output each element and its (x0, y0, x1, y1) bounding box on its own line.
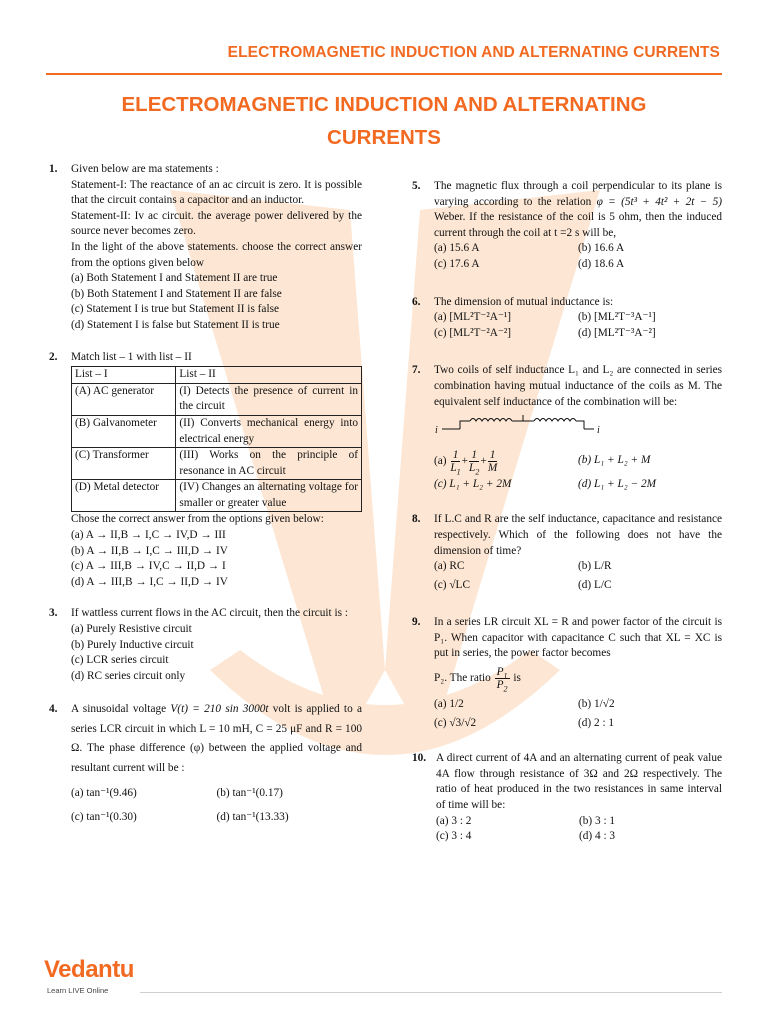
option-d: (d) A → III,B → I,C → II,D → IV (71, 575, 228, 588)
option-a: (a) $\frac{1}{L_1}$ + $\frac{1}{L_2}$ + $\frac{1}{M}$ (434, 448, 498, 476)
page-title: ELECTROMAGNETIC INDUCTION AND ALTERNATING CURRENTS (121, 93, 647, 149)
option-a: (a) [ML²T⁻²A⁻¹] (434, 311, 511, 324)
option-a: (a) Both Statement I and Statement II are true (71, 272, 278, 285)
question-stem: Two coils of self inductance L₁ and L₂ are connected in series combination having mutual inductance of the coils as M. The equivalent self inductance of the combination will be: (434, 364, 722, 408)
match-table (71, 366, 362, 512)
option-c: (c) √LC (434, 578, 470, 591)
flux-formula: φ = (5t³ + 4t² + 2t − 5) (596, 195, 722, 208)
voltage-formula: V(t) = 210 sin 3000t (170, 703, 269, 716)
option-d: (d) L/C (578, 578, 612, 591)
current-label: i (435, 425, 438, 437)
options-row (436, 814, 722, 830)
option-b: (b) [ML²T⁻³A⁻¹] (578, 311, 656, 324)
table-header: List – I (72, 367, 176, 384)
options-row (434, 257, 722, 273)
option-c: (c) 3 : 4 (436, 830, 472, 843)
option-b: (b) 16.6 A (578, 242, 625, 255)
header-divider (46, 73, 722, 75)
question-8: 8. If L.C and R are the self inductance, capacitance and resistance respectively. Which of the following does not have the dimension of time? (a) RC (b) L/R (c) √LC (d) L/C (412, 512, 722, 593)
option-a: (a) 3 : 2 (436, 814, 472, 827)
option-d: (d) L₁ + L₂ − 2M (578, 477, 657, 490)
option-b: (b) 3 : 1 (579, 814, 616, 827)
option-a: (a) 15.6 A (434, 242, 480, 255)
option-c: (c) √3/√2 (434, 716, 477, 729)
option-c: (c) Statement I is true but Statement II is false (71, 303, 279, 316)
options-row (434, 716, 722, 732)
question-stem: If wattless current flows in the AC circuit, then the circuit is : (71, 607, 349, 620)
option-b: (b) L₁ + L₂ + M (578, 454, 651, 467)
question-stem: If L.C and R are the self inductance, capacitance and resistance respectively. Which of the following does not have the dimension of time? (434, 513, 722, 557)
option-a: (a) RC (434, 560, 465, 573)
option-c: (c) tan⁻¹(0.30) (71, 810, 137, 823)
question-stem: A direct current of 4A and an alternating current of peak value 4A flow through resistance of 3Ω and 2Ω respectively. The ratio of heat produced in the two resistances in same interval of time will be: (436, 752, 722, 812)
options-row (434, 310, 722, 326)
option-a: (a) Purely Resistive circuit (71, 623, 192, 636)
question-stem: Match list – 1 with list – II (71, 350, 192, 363)
options-row (434, 559, 722, 575)
current-label: i (597, 425, 600, 437)
options-row (434, 477, 722, 493)
option-b: (b) Purely Inductive circuit (71, 638, 194, 651)
question-10: 10. A direct current of 4A and an alternating current of peak value 4A flow through resistance of 3Ω and 2Ω respectively. The ratio of heat produced in the two resistances in same interval of time will be: (a) 3 : 2 (b) 3 : 1 (c) 3 : 4 (d) 4 : 3 (412, 751, 722, 845)
options-row (434, 241, 722, 257)
option-d: (d) 2 : 1 (578, 716, 615, 729)
option-d: (d) [ML²T⁻³A⁻²] (578, 326, 656, 339)
right-column (412, 179, 722, 861)
option-b: (b) A → II,B → I,C → III,D → IV (71, 544, 228, 557)
footer-divider (140, 992, 722, 993)
fraction: $\frac{1}{L_1}$ (450, 448, 461, 476)
options-row (436, 829, 722, 845)
option-c: (c) L₁ + L₂ + 2M (434, 477, 512, 490)
option-d: (d) tan⁻¹(13.33) (216, 810, 289, 823)
option-b: (b) 1/√2 (578, 698, 615, 711)
question-stem: A sinusoidal voltage V(t) = 210 sin 3000t volt is applied to a series LCR circuit in which L = 10 mH, C = 25 μF and R = 100 Ω. The phase difference (φ) between the applied voltage and resultant current will be : (71, 703, 362, 774)
fraction: $\frac{1}{L_2}$ (469, 448, 480, 476)
question-stem: The magnetic flux through a coil perpendicular to its plane is varying according to the relation φ = (5t³ + 4t² + 2t − 5) Weber. If the resistance of the coil is 5 ohm, then the induced current through the coil at t =2 s will be, (434, 180, 722, 239)
question-2: 2. Match list – 1 with list – II List – I List – II (A) AC generator (I) Detects the presence of current in the circuit (B) Galvanometer (II) Converts mechanical energy into electrical energy (C) Transformer (III) Works on the principle of resonance in AC circuit (D) Metal detector (IV) Changes an alternating voltage for smaller or greater value Chose the correct answer from the options given below: (a) A → II,B → I,C → IV,D → III (b) A → II,B → I,C → III,D → IV (c) A → III,B → IV,C → II,D → I (d) A → III,B → I,C → II,D → IV (49, 350, 362, 591)
question-9: 9. In a series LR circuit XL = R and power factor of the circuit is P₁. When capacitor with capacitance C such that XL = XC is put in series, the power factor becomes P₂. The ratio $\frac{P_1}{P_2}$ is (a) 1/2 (b) 1/√2 (c) √3/√2 (d) 2 : 1 (412, 615, 722, 731)
table-row: (D) Metal detector (IV) Changes an alternating voltage for smaller or greater value (72, 480, 362, 512)
question-5: 5. The magnetic flux through a coil perpendicular to its plane is varying according to the relation φ = (5t³ + 4t² + 2t − 5) Weber. If the resistance of the coil is 5 ohm, then the induced current through the coil at t =2 s will be, (a) 15.6 A (b) 16.6 A (c) 17.6 A (d) 18.6 A (412, 179, 722, 273)
question-1: 1. Given below are ma statements : Statement-I: The reactance of an ac circuit is zero. It is possible that the circuit contains a capacitor and an inductor. Statement-II: Iv ac circuit. the average power delivered by the source never becomes zero. In the light of the above statements. choose the correct answer from the options given below (a) Both Statement I and Statement II are true (b) Both Statement I and Statement II are false (c) Statement I is true but Statement II is false (d) Statement I is false but Statement II is true (49, 162, 362, 334)
logo-wordmark: Vedantu (44, 956, 134, 983)
question-stem: In a series LR circuit XL = R and power factor of the circuit is P₁. When capacitor with capacitance C such that XL = XC is put in series, the power factor becomes (434, 616, 722, 660)
vedantu-logo (44, 956, 140, 1002)
options-row (71, 808, 362, 828)
table-row: (A) AC generator (I) Detects the presence of current in the circuit (72, 383, 362, 415)
question-stem: Given below are ma statements : Statement-I: The reactance of an ac circuit is zero. It is possible that the circuit contains a capacitor and an inductor. Statement-II: Iv ac circuit. the average power delivered by the source never becomes zero. In the light of the above statements. choose the correct answer from the options given below (71, 163, 362, 269)
question-instruction: Chose the correct answer from the options given below: (71, 513, 324, 526)
option-c: (c) A → III,B → IV,C → II,D → I (71, 560, 226, 573)
option-b: (b) Both Statement I and Statement II are false (71, 287, 282, 300)
option-d: (d) 4 : 3 (579, 830, 616, 843)
option-a: (a) tan⁻¹(9.46) (71, 787, 137, 800)
left-column (49, 162, 362, 843)
options-row (434, 326, 722, 342)
fraction: $\frac{1}{M}$ (487, 448, 498, 474)
fraction: $\frac{P_1}{P_2}$ (496, 666, 508, 694)
table-row: (B) Galvanometer (II) Converts mechanical energy into electrical energy (72, 415, 362, 447)
table-header: List – II (176, 367, 362, 384)
option-d: (d) RC series circuit only (71, 669, 186, 682)
options-row (434, 578, 722, 594)
option-d: (d) 18.6 A (578, 257, 625, 270)
options-row (71, 784, 362, 804)
option-a: (a) 1/2 (434, 698, 464, 711)
option-b: (b) tan⁻¹(0.17) (216, 787, 283, 800)
option-d: (d) Statement I is false but Statement II is true (71, 318, 280, 331)
question-stem-ratio: P₂. The ratio $\frac{P_1}{P_2}$ is (434, 666, 521, 694)
running-header: ELECTROMAGNETIC INDUCTION AND ALTERNATING CURRENTS (227, 44, 720, 61)
table-row: (C) Transformer (III) Works on the principle of resonance in AC circuit (72, 448, 362, 480)
question-7: 7. Two coils of self inductance L₁ and L₂ are connected in series combination having mutual inductance of the coils as M. The equivalent self inductance of the combination will be: i i (a) $\frac{1}{L_1}$ + $\frac{1}{L_2}$ + $\frac{1}{M}$ (b) L₁ + L₂ + M (c) L₁ + L₂ + 2M (d) L₁ + L₂ − 2M (412, 363, 722, 492)
logo-tagline: Learn LIVE Online (47, 986, 109, 995)
question-stem: The dimension of mutual inductance is: (434, 295, 614, 308)
option-c: (c) 17.6 A (434, 257, 480, 270)
options-row (434, 697, 722, 713)
coil-circuit-figure (434, 414, 604, 440)
option-a: (a) A → II,B → I,C → IV,D → III (71, 529, 226, 542)
option-c: (c) [ML²T⁻²A⁻²] (434, 326, 511, 339)
option-c: (c) LCR series circuit (71, 654, 169, 667)
option-b: (b) L/R (578, 560, 612, 573)
question-3: 3. If wattless current flows in the AC circuit, then the circuit is : (a) Purely Resistive circuit (b) Purely Inductive circuit (c) LCR series circuit (d) RC series circuit only (49, 606, 362, 684)
question-6: 6. The dimension of mutual inductance is: (a) [ML²T⁻²A⁻¹] (b) [ML²T⁻³A⁻¹] (c) [ML²T⁻²A⁻²] (d) [ML²T⁻³A⁻²] (412, 295, 722, 342)
options-row (434, 449, 722, 474)
question-4: 4. A sinusoidal voltage V(t) = 210 sin 3000t volt is applied to a series LCR circuit in which L = 10 mH, C = 25 μF and R = 100 Ω. The phase difference (φ) between the applied voltage and resultant current will be : (a) tan⁻¹(9.46) (b) tan⁻¹(0.17) (c) tan⁻¹(0.30) (d) tan⁻¹(13.33) (49, 700, 362, 827)
